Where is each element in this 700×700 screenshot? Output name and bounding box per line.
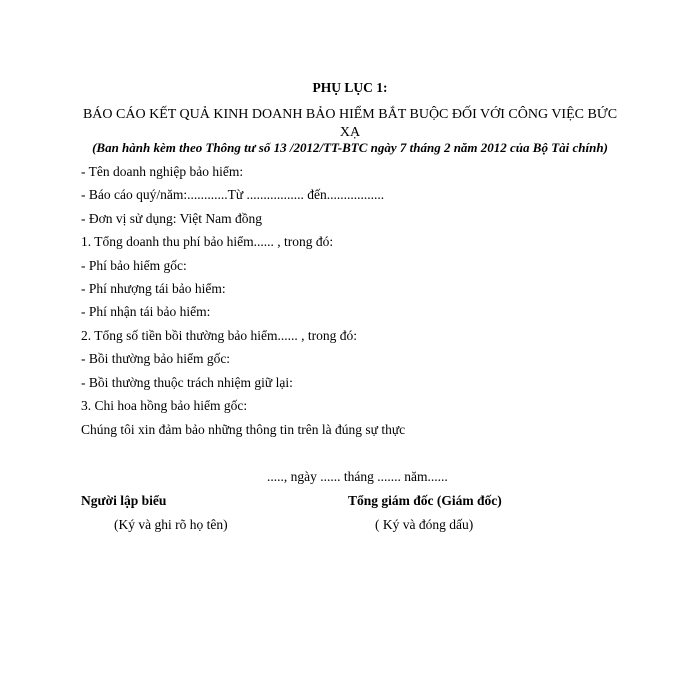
line-certification: Chúng tôi xin đảm bảo những thông tin trên là đúng sự thực — [81, 422, 406, 437]
director-title: Tổng giám đốc (Giám đốc) — [348, 493, 502, 508]
line-report-period: - Báo cáo quý/năm:............Từ ................. đến................. — [81, 187, 385, 202]
line-insurer-name: - Tên doanh nghiệp bảo hiểm: — [81, 164, 244, 179]
line-original-claims: - Bồi thường bảo hiểm gốc: — [81, 351, 231, 366]
preparer-note: (Ký và ghi rõ họ tên) — [114, 517, 228, 532]
line-commission: 3. Chi hoa hồng bảo hiểm gốc: — [81, 398, 248, 413]
line-currency-unit: - Đơn vị sử dụng: Việt Nam đồng — [81, 211, 263, 226]
line-total-claims: 2. Tổng số tiền bồi thường bảo hiểm...... , trong đó: — [81, 328, 357, 343]
line-assumed-reinsurance: - Phí nhận tái bảo hiểm: — [81, 304, 211, 319]
date-line: ....., ngày ...... tháng ....... năm...... — [267, 469, 448, 484]
document-title: BÁO CÁO KẾT QUẢ KINH DOANH BẢO HIỂM BẮT BUỘC ĐỐI VỚI CÔNG VIỆC BỨC XẠ — [82, 107, 618, 140]
line-original-premium: - Phí bảo hiểm gốc: — [81, 258, 187, 273]
line-total-premium: 1. Tổng doanh thu phí bảo hiểm...... , trong đó: — [81, 234, 334, 249]
document-subtitle: (Ban hành kèm theo Thông tư số 13 /2012/TT-BTC ngày 7 tháng 2 năm 2012 của Bộ Tài chính) — [92, 140, 608, 155]
preparer-title: Người lập biểu — [81, 493, 167, 508]
director-note: ( Ký và đóng dấu) — [375, 517, 474, 532]
line-ceded-reinsurance: - Phí nhượng tái bảo hiểm: — [81, 281, 226, 296]
line-retained-claims: - Bồi thường thuộc trách nhiệm giữ lại: — [81, 375, 293, 390]
appendix-label: PHỤ LỤC 1: — [312, 80, 388, 95]
